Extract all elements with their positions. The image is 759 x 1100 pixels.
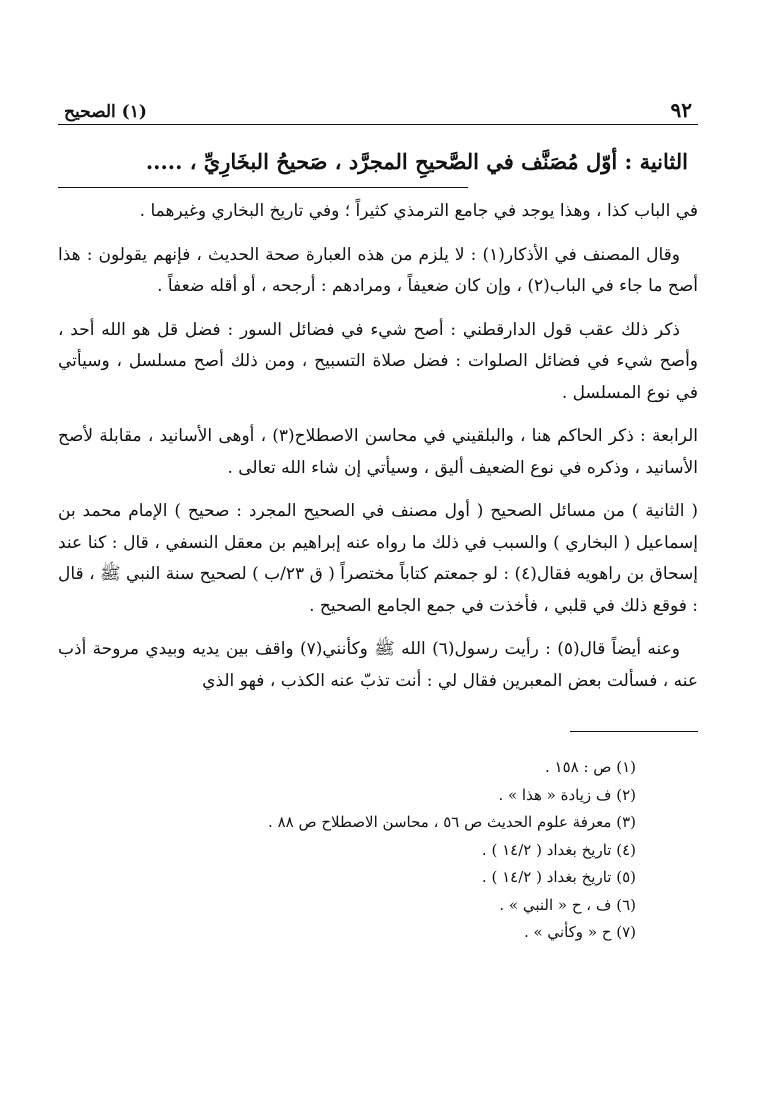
footnote: (٧) ح « وكأني » . [523, 923, 636, 941]
paragraph: الرابعة : ذكر الحاكم هنا ، والبلقيني في محاسن الاصطلاح(٣) ، أوهى الأسانيد ، مقابلة لأصح الأسانيد ، وذكره في نوع الضعيف أليق ، وسيأتي إن شاء الله تعالى . [58, 426, 698, 478]
footnote: (٢) ف زيادة « هذا » . [498, 785, 636, 804]
paragraph: وقال المصنف في الأذكار(١) : لا يلزم من هذه العبارة صحة الحديث ، فإنهم يقولون : هذا أصح ما جاء في الباب(٢) ، وإن كان ضعيفاً ، ومرادهم : أرجحه ، أو أقله ضعفاً . [58, 244, 698, 296]
footnote: (٥) تاريخ بغداد ( ١٤/٢ ) . [481, 868, 636, 886]
body-text [58, 196, 698, 697]
chapter-title: (١) الصحيح [64, 102, 147, 122]
running-header [58, 92, 698, 122]
footnote-rule [570, 731, 698, 732]
footnotes [58, 754, 698, 947]
paragraph: وعنه أيضاً قال(٥) : رأيت رسول(٦) الله ﷺ وكأنني(٧) واقف بين يديه وبيدي مروحة أذب عنه ، فسألت بعض المعبرين فقال لي : أنت تذبّ عنه الكذب ، فهو الذي [58, 639, 698, 691]
footnote: (٤) تاريخ بغداد ( ١٤/٢ ) . [481, 840, 636, 859]
header-rule [58, 124, 698, 125]
footnote: (٦) ف ، ح « النبي » . [499, 895, 636, 914]
footnote: (١) ص : ١٥٨ . [545, 758, 636, 776]
footnote: (٣) معرفة علوم الحديث ص ٥٦ ، محاسن الاصطلاح ص ٨٨ . [268, 813, 636, 831]
matn-line: الثانية : أوّل مُصَنَّف في الصَّحيحِ المجرَّد ، صَحيحُ البخَارِيِّ ، ..... [145, 149, 688, 174]
paragraph: في الباب كذا ، وهذا يوجد في جامع الترمذي كثيراً ؛ وفي تاريخ البخاري وغيرهما . [139, 201, 698, 221]
paragraph: ذكر ذلك عقب قول الدارقطني : أصح شيء في فضائل السور : فضل قل هو الله أحد ، وأصح شيء في فضائل الصلوات : فضل صلاة التسبيح ، ومن ذلك أصح مسلسل ، وسيأتي في نوع المسلسل . [58, 319, 698, 403]
matn-rule [58, 187, 468, 188]
book-page [58, 92, 698, 947]
page-number: ٩٢ [670, 98, 692, 122]
paragraph: ( الثانية ) من مسائل الصحيح ( أول مصنف في الصحيح المجرد : صحيح ) الإمام محمد بن إسماعيل ( البخاري ) والسبب في ذلك ما رواه عنه إبراهيم بن معقل النسفي ، قال : كنا عند إسحاق بن راهويه فقال(٤) : لو جمعتم كتاباً مختصراً ( ق ٢٣/ب ) لصحيح سنة النبي ﷺ ، قال : فوقع ذلك في قلبي ، فأخذت في جمع الجامع الصحيح . [58, 501, 698, 616]
